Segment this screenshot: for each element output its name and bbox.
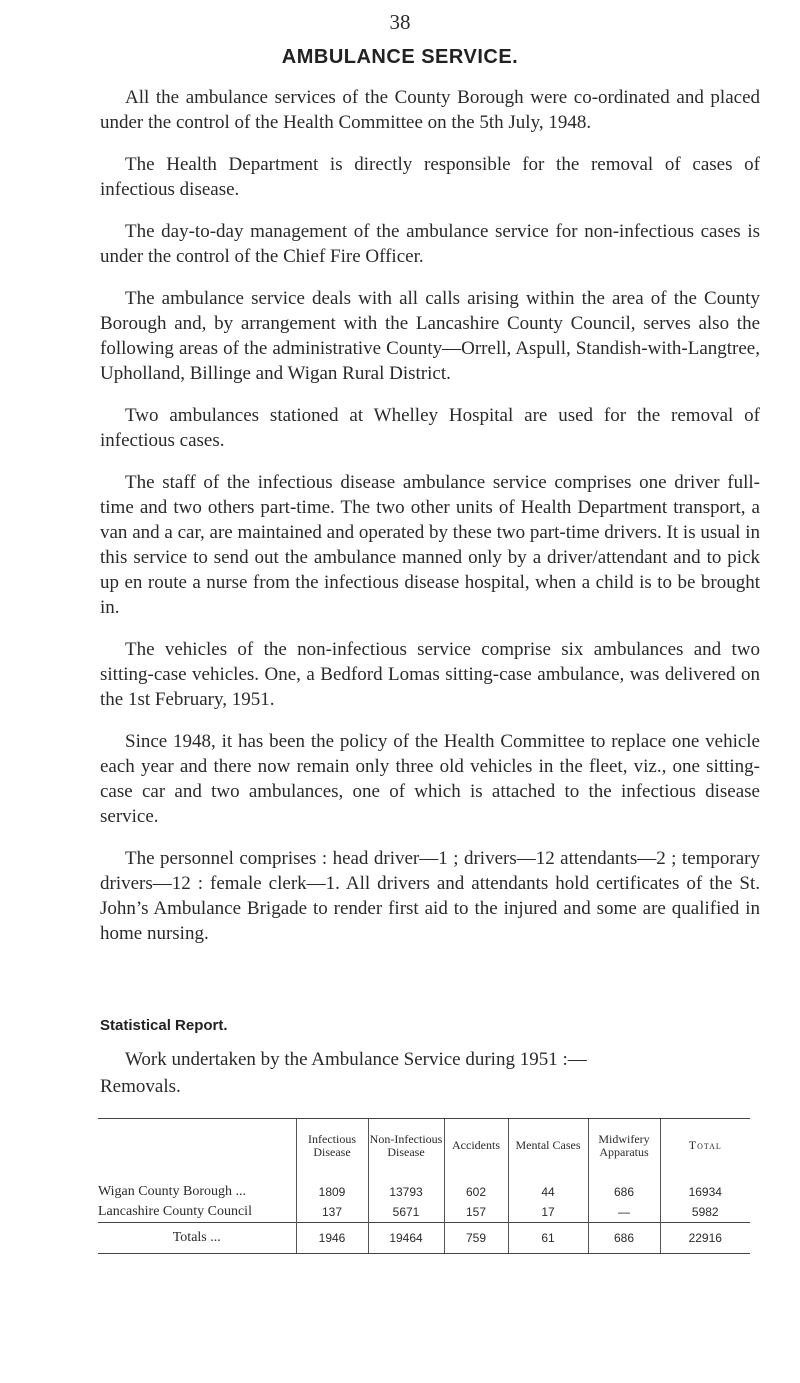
total-cell: 686 [588,1223,660,1254]
total-cell: 759 [444,1223,508,1254]
removals-label: Removals. [100,1076,181,1097]
cell: 157 [444,1202,508,1223]
totals-row [98,1223,750,1254]
removals-table [98,1118,750,1254]
paragraph: All the ambulance services of the County Borough were co-ordinated and placed under the control of the Health Committee on the 5th July, 1948. [100,87,760,133]
work-intro: Work undertaken by the Ambulance Service during 1951 :— [125,1049,587,1070]
paragraph: The ambulance service deals with all calls arising within the area of the County Borough and, by arrangement with the Lancashire County Council, serves also the following areas of the administrative County—Orrell, Aspull, Standish-with-Langtree, Upholland, Billinge and Wigan Rural District. [100,288,760,384]
cell: 5982 [660,1202,750,1223]
header-total: Total [660,1119,750,1173]
total-cell: 1946 [296,1223,368,1254]
cell: 686 [588,1172,660,1202]
paragraph: The day-to-day management of the ambulance service for non-infectious cases is under the control of the Chief Fire Officer. [100,221,760,267]
table-row [98,1202,750,1223]
page-number: 38 [389,10,411,34]
header-accidents: Accidents [444,1119,508,1173]
cell: 16934 [660,1172,750,1202]
cell: 602 [444,1172,508,1202]
paragraph: The Health Department is directly responsible for the removal of cases of infectious disease. [100,154,760,200]
total-cell: 19464 [368,1223,444,1254]
cell: 17 [508,1202,588,1223]
cell: 1809 [296,1172,368,1202]
table-corner [98,1119,296,1173]
body-text [100,85,760,963]
header-mental: Mental Cases [508,1119,588,1173]
page-title: AMBULANCE SERVICE. [281,46,519,68]
cell: 13793 [368,1172,444,1202]
paragraph: The personnel comprises : head driver—1 ; drivers—12 attendants—2 ; temporary drivers—12 : female clerk—1. All drivers and attendants hold certificates of the St. John’s Ambulance Brigade to render first aid to the injured and some are qualified in home nursing. [100,848,760,944]
header-midwifery: Midwifery Apparatus [588,1119,660,1173]
header-non-infectious: Non-Infectious Disease [368,1119,444,1173]
total-cell: 22916 [660,1223,750,1254]
total-cell: 61 [508,1223,588,1254]
row-label: Wigan County Borough ... [98,1184,246,1199]
cell: 137 [296,1202,368,1223]
paragraph: The staff of the infectious disease ambulance service comprises one driver full-time and two others part-time. The two other units of Health Department transport, a van and a car, are maintained and operated by these two part-time drivers. It is usual in this service to send out the ambulance manned only by a driver/attendant and to pick up en route a nurse from the infectious disease hospital, when a child is to be brought in. [100,472,760,618]
paragraph: Since 1948, it has been the policy of the Health Committee to replace one vehicle each year and there now remain only three old vehicles in the fleet, viz., one sitting-case car and two ambulances, one of which is attached to the infectious disease service. [100,731,760,827]
header-infectious: Infectious Disease [296,1119,368,1173]
row-label: Lancashire County Council [98,1204,252,1219]
statistical-report-heading: Statistical Report. [100,1017,228,1034]
cell: 44 [508,1172,588,1202]
paragraph: Two ambulances stationed at Whelley Hospital are used for the removal of infectious cases. [100,405,760,451]
cell: 5671 [368,1202,444,1223]
cell: — [588,1202,660,1223]
totals-label: Totals ... [98,1223,296,1254]
paragraph: The vehicles of the non-infectious service comprise six ambulances and two sitting-case vehicles. One, a Bedford Lomas sitting-case ambulance, was delivered on the 1st February, 1951. [100,639,760,710]
table-row [98,1172,750,1202]
